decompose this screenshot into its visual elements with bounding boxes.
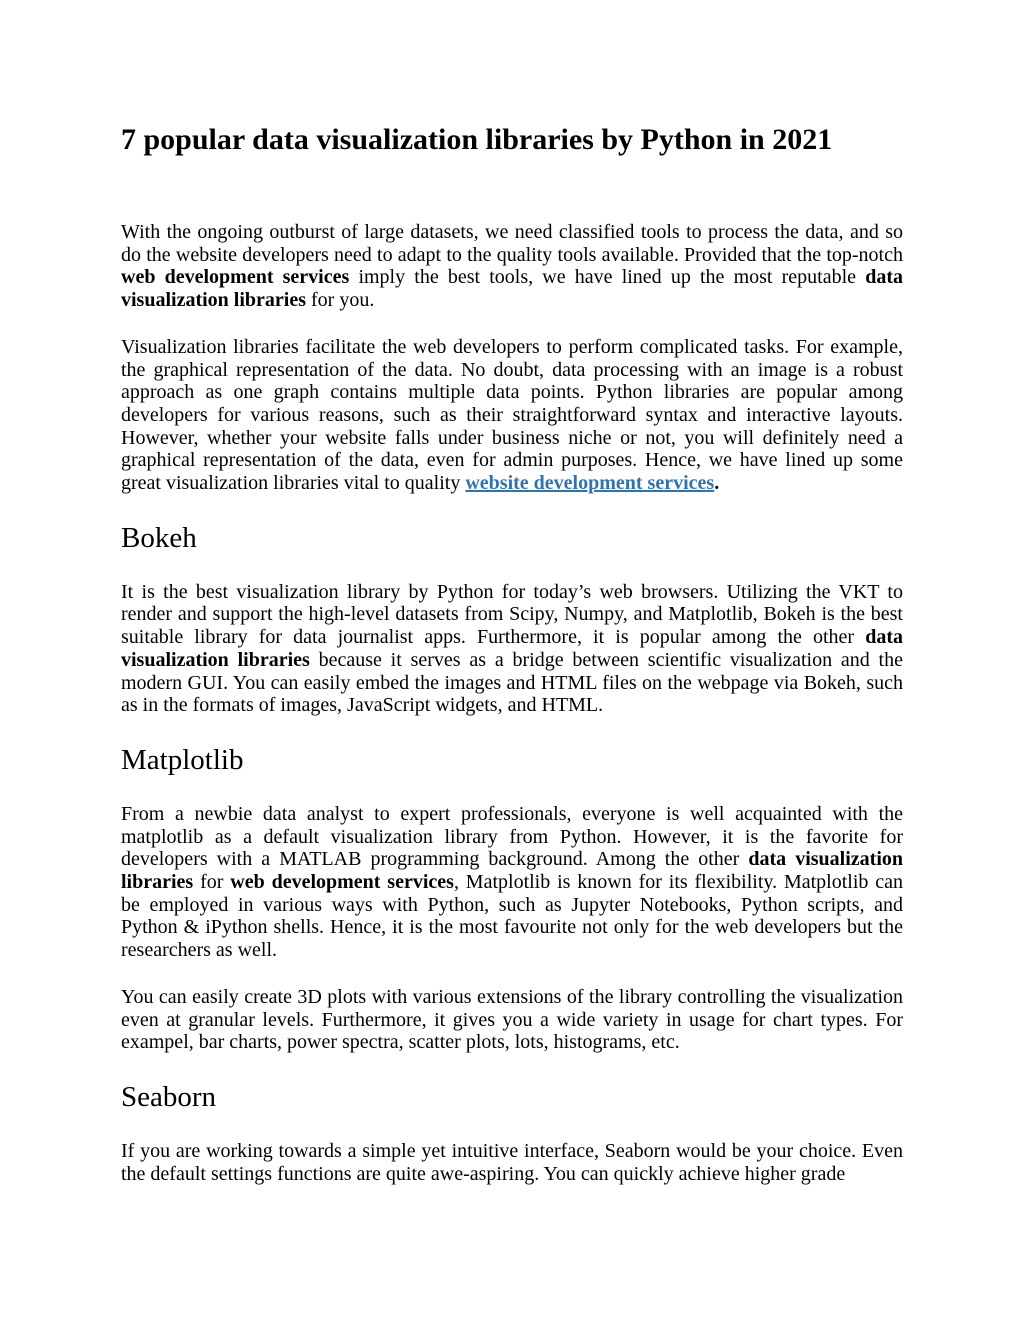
text-run: From a newbie data analyst to expert professionals, everyone is well acquainted with the matplotlib as a default visualization library from Python. However, it is the favorite for developers with a MATLAB programming background. Among the other bbox=[121, 802, 903, 871]
text-run: With the ongoing outburst of large datasets, we need classified tools to process the data, and so do the website developers need to adapt to the quality tools available. Provided that the top-notch bbox=[121, 221, 903, 266]
paragraph-seaborn bbox=[121, 1140, 903, 1185]
text-run: data visualization libraries bbox=[121, 626, 903, 671]
text-run: Visualization libraries facilitate the web developers to perform complicated tasks. For example, the graphical representation of the data. No doubt, data processing with an image is a robust approach as one graph contains multiple data points. Python libraries are popular among developers for various reasons, such as their straightforward syntax and interactive layouts. However, whether your website falls under business niche or not, you will definitely need a graphical representation of the data, even for admin purposes. Hence, we have lined up some great visualization libraries vital to quality bbox=[121, 335, 903, 495]
paragraph-bokeh bbox=[121, 581, 903, 717]
text-run: web development services bbox=[230, 871, 454, 894]
text-run: , Matplotlib is known for its flexibility. Matplotlib can be employed in various ways with Python, such as Jupyter Notebooks, Python scripts, and Python & iPython shells. Hence, it is the most favourite not only for the web developers but the researchers as well. bbox=[121, 871, 904, 962]
paragraph-matplotlib-2 bbox=[121, 986, 903, 1054]
section-heading-seaborn: Seaborn bbox=[121, 1080, 217, 1113]
text-run: data visualization libraries bbox=[121, 266, 904, 312]
paragraph-matplotlib-1 bbox=[121, 803, 903, 962]
text-run: data visualization libraries bbox=[121, 848, 904, 894]
text-run: imply the best tools, we have lined up the most reputable bbox=[349, 266, 866, 289]
document-title: 7 popular data visualization libraries by Python in 2021 bbox=[121, 123, 833, 156]
text-run: You can easily create 3D plots with various extensions of the library controlling the visualization even at granular levels. Furthermore, it gives you a wide variety in usage for chart types. For exampel, bar charts, power spectra, scatter plots, lots, histograms, etc. bbox=[121, 985, 903, 1054]
text-run: web development services bbox=[121, 266, 350, 289]
section-heading-matplotlib: Matplotlib bbox=[121, 743, 244, 776]
text-run: If you are working towards a simple yet intuitive interface, Seaborn would be your choice. Even the default settings functions are quite awe-aspiring. You can quickly achieve higher grade bbox=[121, 1139, 903, 1185]
text-run: because it serves as a bridge between scientific visualization and the modern GUI. You can easily embed the images and HTML files on the webpage via Bokeh, such as in the formats of images, JavaScript widgets, and HTML. bbox=[121, 648, 903, 717]
paragraph-intro-2 bbox=[121, 336, 903, 495]
text-run: It is the best visualization library by Python for today’s web browsers. Utilizing the VKT to render and support the high-level datasets from Scipy, Numpy, and Matplotlib, Bokeh is the best suitable library for data journalist apps. Furthermore, it is popular among the other bbox=[121, 580, 903, 649]
text-run: for you. bbox=[306, 289, 375, 312]
paragraph-intro-1 bbox=[121, 221, 903, 312]
website-development-services-link[interactable]: website development services bbox=[465, 472, 715, 495]
text-run: for bbox=[193, 871, 231, 894]
text-run: . bbox=[714, 472, 720, 495]
section-heading-bokeh: Bokeh bbox=[121, 521, 197, 554]
